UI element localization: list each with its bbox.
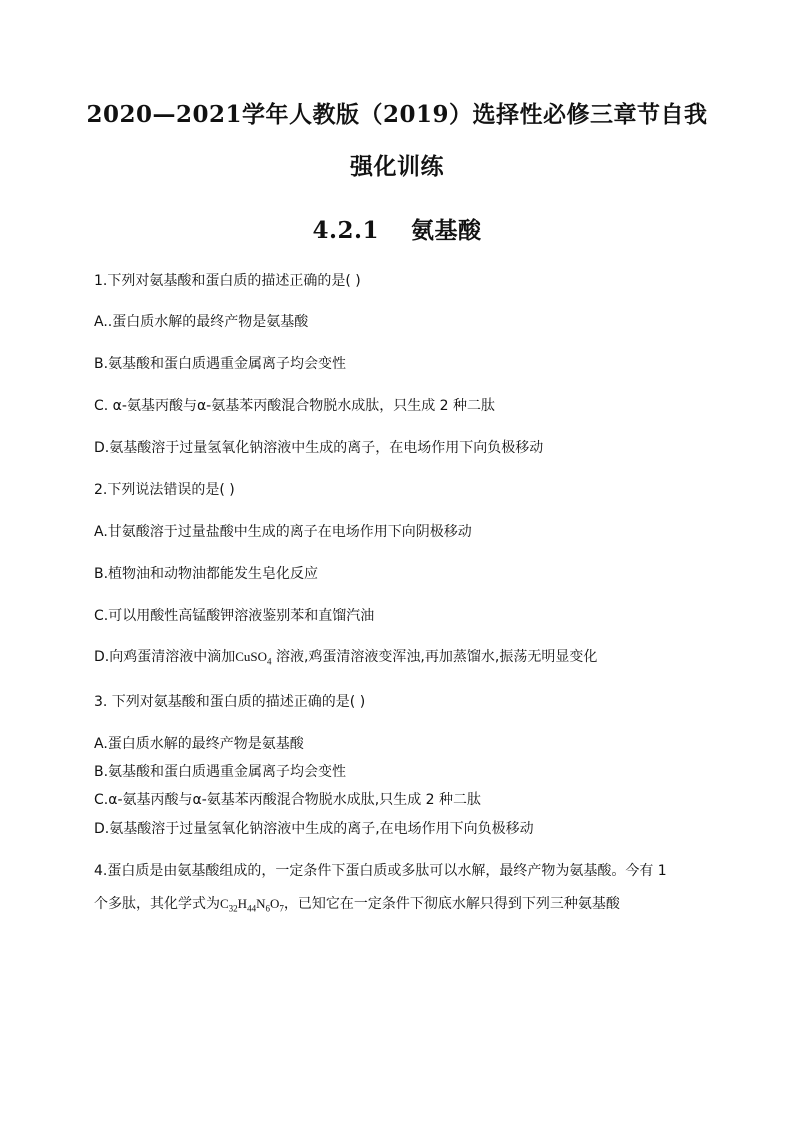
q3-option-d: D.氨基酸溶于过量氢氧化钠溶液中生成的离子,在电场作用下向负极移动 [94, 821, 534, 837]
q1-option-d: D.氨基酸溶于过量氢氧化钠溶液中生成的离子，在电场作用下向负极移动 [94, 440, 544, 456]
q1-stem: 1.下列对氨基酸和蛋白质的描述正确的是( ) [94, 273, 361, 289]
q3-option-c: C.α-氨基丙酸与α-氨基苯丙酸混合物脱水成肽,只生成 2 种二肽 [94, 792, 482, 808]
cuso4-formula: CuSO$_4$ [235, 649, 272, 667]
peptide-formula: $C_{32}H_{44}N_6O_7$ [220, 896, 284, 914]
q3-option-a: A.蛋白质水解的最终产物是氨基酸 [94, 736, 304, 752]
q2-option-a: A.甘氨酸溶于过量盐酸中生成的离子在电场作用下向阴极移动 [94, 524, 472, 540]
q3-option-b: B.氨基酸和蛋白质遇重金属离子均会变性 [94, 764, 347, 780]
q2-option-d: D.向鸡蛋清溶液中滴加CuSO$_4$ 溶液,鸡蛋清溶液变浑浊,再加蒸馏水,振荡无明显变化 [94, 649, 598, 667]
q1-option-c: C. α-氨基丙酸与α-氨基苯丙酸混合物脱水成肽，只生成 2 种二肽 [94, 398, 496, 414]
q3-stem: 3. 下列对氨基酸和蛋白质的描述正确的是( ) [94, 694, 366, 710]
q2-option-c: C.可以用酸性高锰酸钾溶液鉴别苯和直馏汽油 [94, 608, 375, 624]
document-title-continued: 强化训练 [350, 153, 444, 180]
q2-stem: 2.下列说法错误的是( ) [94, 482, 235, 498]
q1-option-a: A..蛋白质水解的最终产物是氨基酸 [94, 314, 309, 330]
q1-option-b: B.氨基酸和蛋白质遇重金属离子均会变性 [94, 356, 347, 372]
q4-stem-line2: 个多肽，其化学式为$C_{32}H_{44}N_6O_7$，已知它在一定条件下彻底水解只得到下列三种氨基酸 [94, 896, 620, 914]
q4-stem-line1: 4.蛋白质是由氨基酸组成的，一定条件下蛋白质或多肽可以水解，最终产物为氨基酸。今有 1 [94, 863, 667, 879]
section-heading: 4.2.1 氨基酸 [312, 217, 482, 244]
q2-option-b: B.植物油和动物油都能发生皂化反应 [94, 566, 319, 582]
document-title: 2020—2021学年人教版（2019）选择性必修三章节自我 [86, 101, 708, 128]
